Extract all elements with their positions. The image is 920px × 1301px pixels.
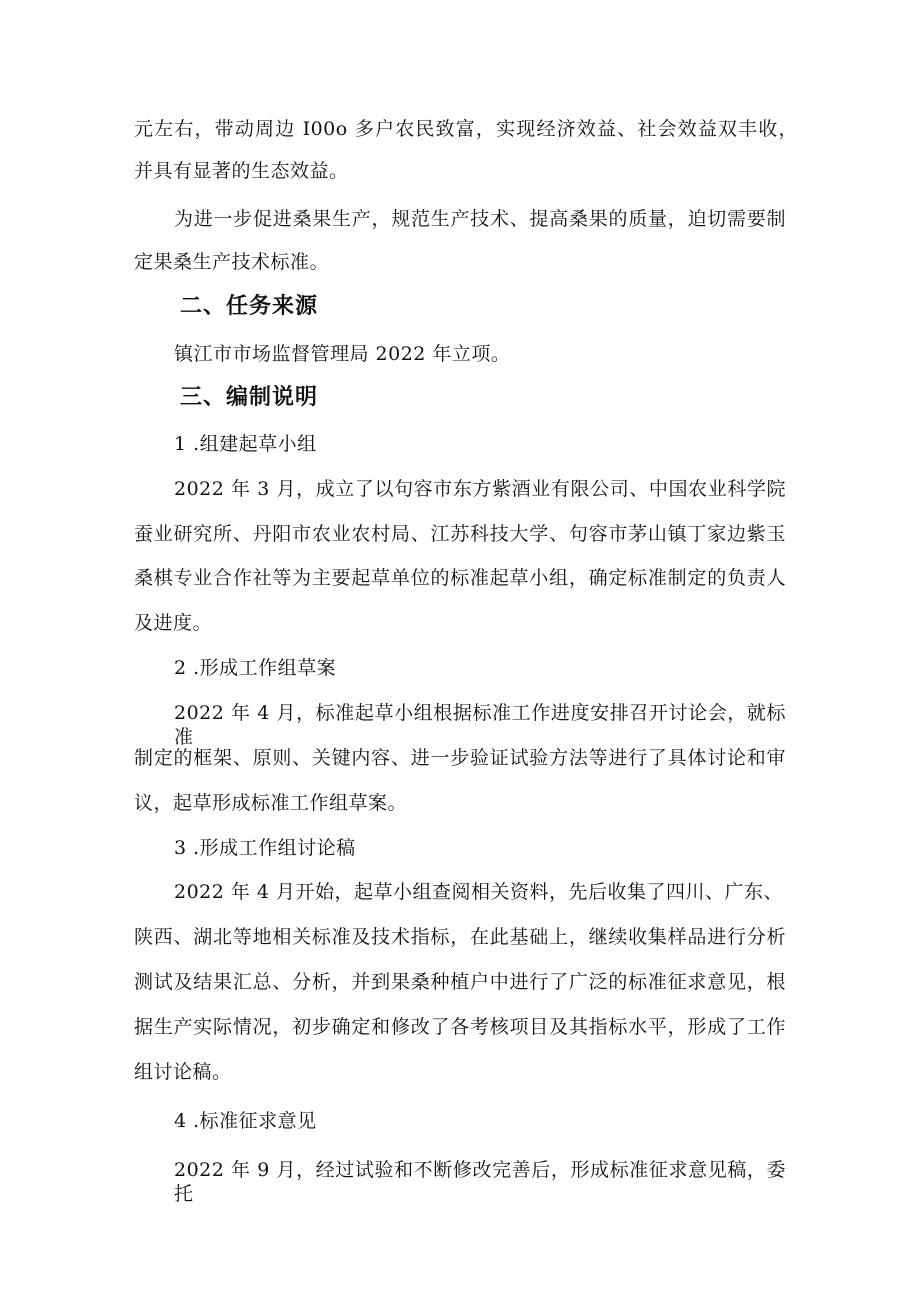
paragraph-line: 测试及结果汇总、分析，并到果桑种植户中进行了广泛的标准征求意见，根 bbox=[134, 971, 786, 993]
item-title: 4 .标准征求意见 bbox=[174, 1110, 317, 1132]
paragraph-line: 定果桑生产技术标准。 bbox=[134, 251, 330, 273]
item-title: 1 .组建起草小组 bbox=[174, 433, 317, 455]
paragraph-line: 组讨论稿。 bbox=[134, 1061, 232, 1083]
paragraph-line: 2022 年 4 月开始，起草小组查阅相关资料，先后收集了四川、广东、 bbox=[174, 881, 784, 903]
paragraph-line: 并具有显著的生态效益。 bbox=[134, 160, 349, 182]
item-title: 3 .形成工作组讨论稿 bbox=[174, 837, 356, 859]
section-heading-task-source: 二、任务来源 bbox=[180, 294, 319, 319]
section-heading-compilation: 三、编制说明 bbox=[180, 385, 319, 410]
paragraph-line: 据生产实际情况，初步确定和修改了各考核项目及其指标水平，形成了工作 bbox=[134, 1016, 786, 1038]
paragraph-line: 桑棋专业合作社等为主要起草单位的标准起草小组，确定标准制定的负责人 bbox=[134, 567, 786, 589]
paragraph-line: 元左右，带动周边 I00o 多户农民致富，实现经济效益、社会效益双丰收， bbox=[134, 118, 798, 140]
paragraph-line: 及进度。 bbox=[134, 612, 213, 634]
paragraph-line: 镇江市市场监督管理局 2022 年立项。 bbox=[174, 343, 511, 365]
item-title: 2 .形成工作组草案 bbox=[174, 657, 337, 679]
paragraph-line: 蚕业研究所、丹阳市农业农村局、江苏科技大学、句容市茅山镇丁家边紫玉 bbox=[134, 523, 786, 545]
paragraph-line: 制定的框架、原则、关键内容、进一步验证试验方法等进行了具体讨论和审 bbox=[134, 747, 786, 769]
paragraph-line: 陕西、湖北等地相关标准及技术指标，在此基础上，继续收集样品进行分析 bbox=[134, 926, 786, 948]
paragraph-line: 2022 年 3 月，成立了以句容市东方紫酒业有限公司、中国农业科学院 bbox=[174, 478, 786, 500]
paragraph-line: 议，起草形成标准工作组草案。 bbox=[134, 792, 408, 814]
paragraph-line: 2022 年 4 月，标准起草小组根据标准工作进度安排召开讨论会，就标准 bbox=[174, 702, 786, 748]
paragraph-line: 为进一步促进桑果生产，规范生产技术、提高桑果的质量，迫切需要制 bbox=[174, 208, 786, 230]
paragraph-line: 2022 年 9 月，经过试验和不断修改完善后，形成标准征求意见稿，委托 bbox=[174, 1159, 786, 1205]
